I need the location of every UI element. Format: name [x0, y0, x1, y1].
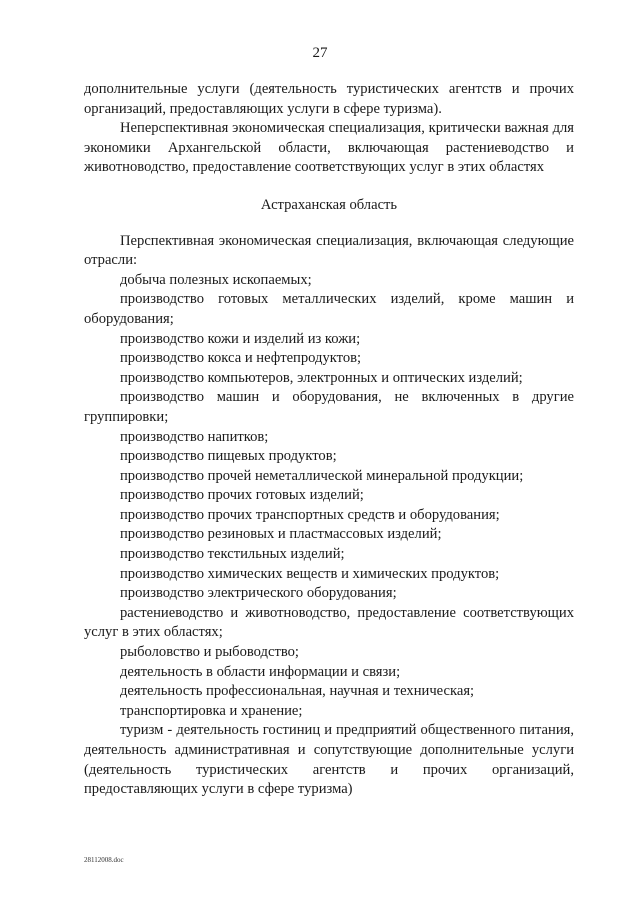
industry-item: растениеводство и животноводство, предоставление соответствующих услуг в этих областях;	[84, 604, 574, 641]
region-heading: Астраханская область	[260, 196, 398, 213]
industry-item: производство химических веществ и химических продуктов;	[120, 565, 500, 582]
industry-item: производство машин и оборудования, не включенных в другие группировки;	[84, 389, 574, 425]
industry-item: производство готовых металлических изделий, кроме машин и оборудования;	[84, 291, 574, 327]
unpromising-specialization-paragraph: Неперспективная экономическая специализация, критически важная для экономики Архангельской области, включающая растениеводство и животноводство, предоставление соответствующих услуг в этих областях	[84, 120, 574, 176]
industry-item: производство прочих готовых изделий;	[120, 487, 364, 504]
industry-item: рыболовство и рыбоводство;	[120, 644, 299, 661]
industry-item: производство текстильных изделий;	[120, 546, 345, 563]
industry-item: производство кокса и нефтепродуктов;	[120, 350, 362, 367]
industry-item: производство напитков;	[120, 428, 269, 445]
page-number: 27	[312, 45, 328, 61]
industry-item: добыча полезных ископаемых;	[120, 271, 312, 288]
industry-item: транспортировка и хранение;	[120, 702, 303, 719]
industry-item: производство прочей неметаллической минеральной продукции;	[120, 467, 524, 484]
industry-item: производство компьютеров, электронных и оптических изделий;	[120, 369, 523, 386]
industry-item: туризм - деятельность гостиниц и предприятий общественного питания, деятельность административная и сопутствующие дополнительные услуги (деятельность туристических агентств и прочих организаций, предоставляющих услуги в сфере туризма)	[84, 722, 574, 798]
industry-item: производство пищевых продуктов;	[120, 448, 337, 465]
promising-specialization-intro: Перспективная экономическая специализация, включающая следующие отрасли:	[84, 232, 574, 269]
document-body	[84, 80, 574, 800]
industry-item: производство прочих транспортных средств и оборудования;	[120, 506, 500, 523]
industry-item: производство кожи и изделий из кожи;	[120, 330, 361, 347]
industry-item: деятельность профессиональная, научная и техническая;	[120, 683, 475, 700]
industry-item: производство электрического оборудования;	[120, 585, 397, 602]
industry-item: производство резиновых и пластмассовых изделий;	[120, 526, 442, 543]
footer-file-code: 28112008.doc	[84, 856, 124, 864]
industry-item: деятельность в области информации и связи;	[120, 663, 401, 680]
intro-continuation: дополнительные услуги (деятельность туристических агентств и прочих организаций, предоставляющих услуги в сфере туризма).	[84, 81, 574, 117]
